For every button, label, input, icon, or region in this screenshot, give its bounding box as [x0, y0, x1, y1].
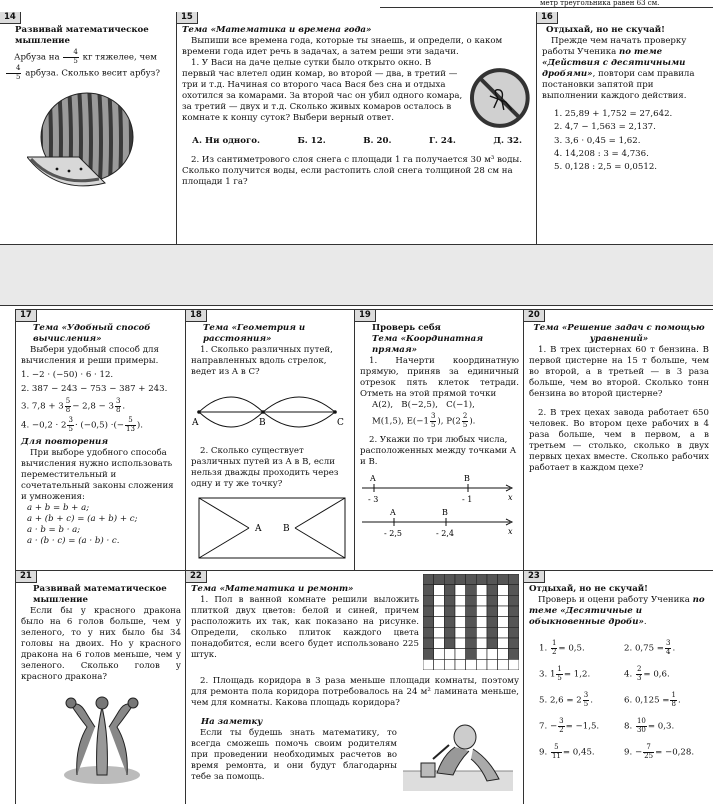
- tile: [487, 606, 498, 617]
- tile: [423, 617, 434, 628]
- tile: [476, 574, 487, 585]
- task-22: [186, 571, 524, 804]
- task-title: Тема «Математика и ремонт»: [191, 584, 354, 594]
- paths-diagram: [191, 382, 351, 442]
- note-title: На заметку: [201, 717, 263, 727]
- task-20: [524, 309, 713, 571]
- tile: [444, 585, 455, 596]
- tile: [476, 649, 487, 660]
- check-list: [529, 640, 709, 760]
- tile: [455, 659, 466, 670]
- tile: [444, 595, 455, 606]
- list-item: 8. $\frac{10}{30}$ = 0,3.: [624, 717, 675, 734]
- tile: [434, 595, 445, 606]
- tile: [487, 659, 498, 670]
- list-item: 2. 0,75 = $\frac{3}{4}$ .: [624, 639, 676, 656]
- tile: [466, 595, 477, 606]
- task-number: 19: [355, 310, 376, 322]
- task-title: Тема «Геометрия и расстояния»: [203, 323, 306, 344]
- task-number: 14: [0, 12, 21, 24]
- tile: [466, 627, 477, 638]
- tile: [508, 606, 519, 617]
- list-item: 3. 3,6 · 0,45 = 1,62.: [554, 135, 641, 146]
- tile: [444, 617, 455, 628]
- no-mosquito-icon: [468, 66, 532, 130]
- tile: [455, 638, 466, 649]
- tile: [487, 617, 498, 628]
- task-title: Отдыхай, но не скучай!: [546, 25, 665, 35]
- task-intro: Выпиши все времена года, которые ты знаешь, и определи, о каком времени года идет речь в задачах, а затем реши эти задачи.: [182, 36, 503, 57]
- svg-text:- 1: - 1: [462, 495, 473, 504]
- task-text: Если бы у красного дракона было на 6 голов больше, чем у зеленого, то у них было бы 34 головы на двоих. Но у красного дракона на 6 голов меньше, чем у зеленого. Сколько голов у красного дракона?: [21, 606, 181, 682]
- task-number: 18: [186, 310, 207, 322]
- tile: [434, 649, 445, 660]
- tile: [434, 606, 445, 617]
- task-16: [537, 12, 713, 245]
- task-number: 17: [16, 310, 37, 322]
- task-problem-1: 1. У Васи на даче целые сутки было открыто окно. В первый час влетел один комар, во второй — два, в третий — три и т.д. Начиная со второго часа Вася без сна и отдыха охотился за комарами. За второй час он убил одного комара, за третий — двух и т.д. Сколько живых комаров осталось в комнате к концу суток? Выбери верный ответ.: [182, 58, 463, 123]
- tile: [434, 617, 445, 628]
- tile: [508, 649, 519, 660]
- list-item: 1. $\frac{1}{2}$ = 0,5.: [539, 639, 585, 656]
- tile: [487, 638, 498, 649]
- list-item: 5. 0,128 : 2,5 = 0,0512.: [554, 162, 658, 173]
- task-19: [355, 309, 524, 571]
- tile: [508, 627, 519, 638]
- tile: [434, 585, 445, 596]
- tile: [508, 617, 519, 628]
- points-line-1: A(2), B(−2,5), C(−1),: [372, 400, 475, 410]
- tile: [423, 595, 434, 606]
- tile: [455, 606, 466, 617]
- tile: [444, 574, 455, 585]
- tile: [466, 659, 477, 670]
- tile: [498, 585, 509, 596]
- number-line-2: [360, 506, 520, 540]
- point-a-label: A: [255, 524, 262, 534]
- svg-text:- 2,5: - 2,5: [384, 529, 402, 538]
- task-title-2: Тема «Координатная прямая»: [372, 334, 484, 355]
- task-problem-2: 2. Площадь коридора в 3 раза меньше площади комнаты, поэтому для ремонта пола коридора потребовалось на 24 м² ламината меньше, чем для комнаты. Какова площадь коридора?: [191, 676, 519, 708]
- task-15: [177, 12, 537, 245]
- expression-2: 2. 387 − 243 − 753 − 387 + 243.: [21, 384, 168, 394]
- tile: [455, 617, 466, 628]
- task-problem-1: 1. Пол в ванной комнате решили выложить плиткой двух цветов: белой и синей, причем расположить их так, как показано на рисунке. Определи, сколько плиток каждого цвета понадобится, если всего будет использовано 225 штук.: [191, 595, 419, 660]
- top-page: [0, 0, 713, 245]
- tile: [423, 638, 434, 649]
- task-14: [0, 12, 177, 245]
- tile: [476, 659, 487, 670]
- task-number: 15: [177, 12, 198, 24]
- tile: [423, 659, 434, 670]
- tile: [423, 574, 434, 585]
- task-17: [15, 309, 186, 571]
- tile: [455, 574, 466, 585]
- note-text: Если ты будешь знать математику, то всегда сможешь помочь своим родителям при проведении необходимых расчетов во время ремонта, и они будут благодарны тебе за помощь.: [191, 728, 397, 782]
- tile: [498, 649, 509, 660]
- tile: [498, 659, 509, 670]
- tile: [434, 638, 445, 649]
- svg-text:A: A: [390, 508, 396, 517]
- tile: [508, 585, 519, 596]
- task-problem-2: 2. Из сантиметрового слоя снега с площади 1 га получается 30 м³ воды. Сколько получится воды, если растопить слой снега толщиной 28 см на площади 1 га?: [182, 155, 522, 187]
- tile: [444, 659, 455, 670]
- tile: [466, 606, 477, 617]
- tile: [466, 585, 477, 596]
- tile: [423, 585, 434, 596]
- task-problem-1: 1. Сколько различных путей, направленных вдоль стрелок, ведет из A в C?: [191, 345, 333, 377]
- check-list: [542, 108, 709, 175]
- bottom-page: [0, 305, 713, 804]
- envelope-diagram: [197, 496, 347, 560]
- number-line-1: [360, 472, 520, 506]
- tile: [487, 585, 498, 596]
- tile: [487, 649, 498, 660]
- tile: [487, 574, 498, 585]
- task-problem-2: 2. В трех цехах завода работает 650 человек. Во втором цехе рабочих в 4 раза больше, чем в первом, а в третьем — столько, сколько в двух первых цехах вместе. Сколько рабочих работает в каждом цехе?: [529, 408, 709, 473]
- task-title: Тема «Решение задач с помощью уравнений»: [533, 323, 705, 344]
- expression-3: 3. 7,8 + 3 $\frac{5}{8}$ − 2,8 − 3 $\frac{3}{8}$ .: [21, 397, 126, 414]
- tile: [476, 585, 487, 596]
- tile: [508, 595, 519, 606]
- tile: [476, 617, 487, 628]
- point-b-label: B: [259, 418, 266, 428]
- tile: [498, 627, 509, 638]
- svg-text:- 3: - 3: [368, 495, 379, 504]
- svg-text:B: B: [442, 508, 448, 517]
- tile: [423, 606, 434, 617]
- tile: [466, 638, 477, 649]
- tile: [508, 659, 519, 670]
- expression-4: 4. −0,2 · 2 $\frac{3}{5}$ · (−0,5) ·(− $\frac{5}{13}$ ).: [21, 416, 144, 433]
- task-21: [15, 571, 186, 804]
- tile: [476, 627, 487, 638]
- task-number: 21: [16, 571, 37, 583]
- task-intro: Проверь и оцени работу Ученика по теме «Десятичные и обыкновенные дроби».: [529, 595, 705, 627]
- task-title: Отдыхай, но не скучай!: [529, 584, 648, 594]
- page-gap: [0, 245, 713, 305]
- answer-options: А. Ни одного. Б. 12. В. 20. Г. 24. Д. 32.: [192, 136, 522, 146]
- tile: [444, 606, 455, 617]
- svg-text:A: A: [370, 474, 376, 483]
- task-number: 22: [186, 571, 207, 583]
- watermelon-icon: [27, 87, 137, 197]
- svg-text:x: x: [508, 527, 513, 536]
- tile: [498, 595, 509, 606]
- tile: [466, 617, 477, 628]
- tile: [508, 574, 519, 585]
- tile: [466, 574, 477, 585]
- task-title: Развивай математическое мышление: [15, 25, 149, 46]
- task-number: 16: [537, 12, 558, 24]
- tile: [476, 606, 487, 617]
- tile: [444, 638, 455, 649]
- svg-text:- 2,4: - 2,4: [436, 529, 454, 538]
- tile-grid: [423, 574, 519, 670]
- tile: [434, 627, 445, 638]
- tile: [487, 595, 498, 606]
- task-problem-2: 2. Укажи по три любых числа, расположенных между точками A и B.: [360, 435, 517, 467]
- tile: [476, 595, 487, 606]
- list-item: 6. 0,125 = $\frac{1}{8}$ .: [624, 691, 681, 708]
- tile: [423, 649, 434, 660]
- tile: [434, 574, 445, 585]
- repeat-text: При выборе удобного способа вычисления нужно использовать переместительный и сочетательный законы сложения и умножения:: [21, 448, 174, 502]
- tile: [508, 638, 519, 649]
- task-problem-2: 2. Сколько существует различных путей из A в B, если нельзя дважды проходить через одну и ту же точку?: [191, 446, 339, 489]
- tile: [444, 649, 455, 660]
- point-a-label: A: [192, 418, 199, 428]
- tile: [423, 627, 434, 638]
- list-item: 7. − $\frac{3}{2}$ = −1,5.: [539, 717, 600, 734]
- task-problem-1: 1. В трех цистернах 60 т бензина. В первой цистерне на 15 т больше, чем во второй, а в третьей — в 3 раза больше, чем во второй. Сколько тонн бензина во второй цистерне?: [529, 345, 709, 399]
- task-problem-1: 1. Начерти координатную прямую, приняв за единичный отрезок пять клеток тетради. Отметь на этой прямой точки: [360, 356, 519, 399]
- expression-1: 1. −2 · (−50) · 6 · 12.: [21, 370, 114, 380]
- painter-icon: [403, 719, 513, 791]
- repeat-title: Для повторения: [21, 437, 109, 447]
- tile: [498, 574, 509, 585]
- tile: [455, 649, 466, 660]
- task-18: [186, 309, 355, 571]
- tile: [455, 595, 466, 606]
- tile: [498, 617, 509, 628]
- task-title: Развивай математическое мышление: [33, 584, 167, 605]
- dragon-icon: [57, 687, 147, 787]
- point-c-label: C: [337, 418, 344, 428]
- list-item: 5. 2,6 = 2 $\frac{3}{5}$ .: [539, 691, 593, 708]
- task-title-1: Проверь себя: [372, 323, 441, 333]
- list-item: 9. $\frac{5}{11}$ = 0,45.: [539, 743, 595, 760]
- task-intro: Прежде чем начать проверку работы Ученика по теме «Действия с десятичными дробями», повтори сам правила постановки запятой при выполнении каждого действия.: [542, 36, 695, 101]
- list-item: 9. − $\frac{7}{25}$ = −0,28.: [624, 743, 695, 760]
- tile: [455, 627, 466, 638]
- svg-text:B: B: [464, 474, 470, 483]
- svg-text:x: x: [508, 493, 513, 502]
- task-number: 23: [524, 571, 545, 583]
- task-number: 20: [524, 310, 545, 322]
- task-intro: Выбери удобный способ для вычисления и реши примеры.: [21, 345, 159, 366]
- tile: [466, 649, 477, 660]
- list-item: 4. 14,208 : 3 = 4,736.: [554, 148, 649, 159]
- task-text: Арбуза на $\frac{4}{5}$ кг тяжелее, чем $\frac{4}{5}$ арбуза. Сколько весит арбуз?: [5, 49, 172, 81]
- top-strip-text: метр треугольника равен 63 см.: [380, 0, 713, 8]
- task-title: Тема «Математика и времена года»: [182, 25, 372, 35]
- point-b-label: B: [283, 524, 290, 534]
- task-23: [524, 571, 713, 804]
- points-line-2: M(1,5), E(−1 $\frac{3}{5}$ ), P(2 $\frac{2}{5}$ ).: [372, 412, 476, 429]
- tile: [487, 627, 498, 638]
- list-item: 3. 1 $\frac{1}{5}$ = 1,2.: [539, 665, 591, 682]
- tile: [498, 606, 509, 617]
- list-item: 1. 25,89 + 1,752 = 27,642.: [554, 109, 673, 119]
- list-item: 4. $\frac{2}{3}$ = 0,6.: [624, 665, 670, 682]
- tile: [476, 638, 487, 649]
- tile: [444, 627, 455, 638]
- task-title: Тема «Удобный способ вычисления»: [33, 323, 151, 344]
- laws-list: a + b = b + a; a + (b + c) = (a + b) + c; a · b = b · a; a · (b · c) = (a · b) · c.: [27, 503, 138, 546]
- tile: [455, 585, 466, 596]
- tile: [498, 638, 509, 649]
- tile: [434, 659, 445, 670]
- list-item: 2. 4,7 − 1,563 = 2,137.: [554, 122, 656, 133]
